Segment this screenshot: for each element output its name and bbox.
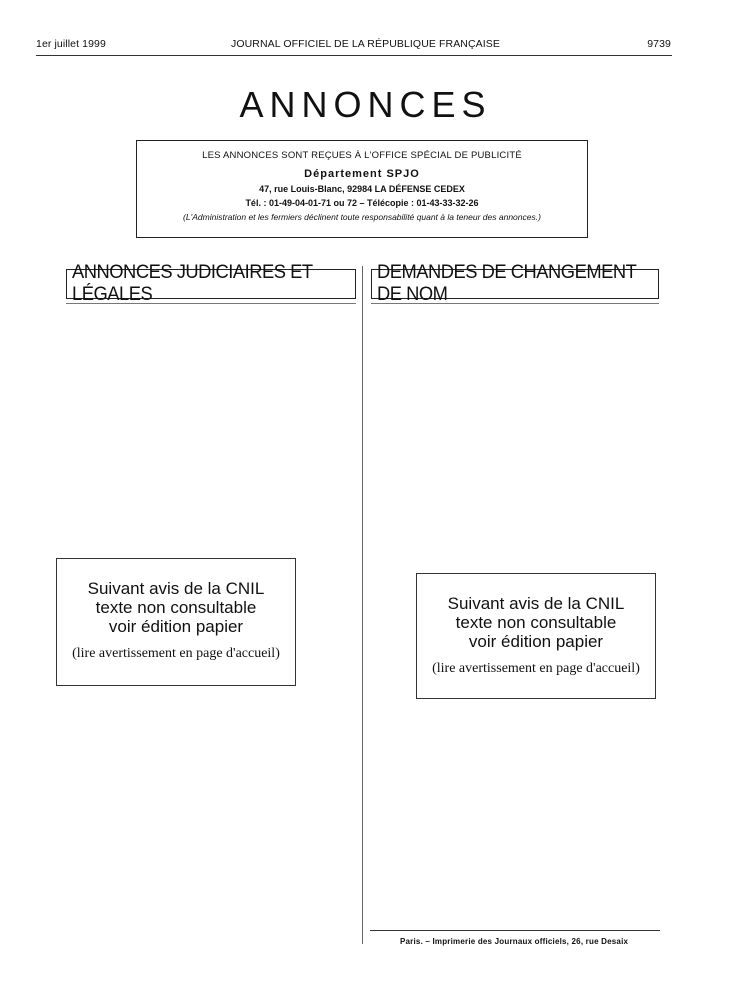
notice-line: voir édition papier: [108, 617, 244, 636]
page-title: ANNONCES: [239, 84, 492, 125]
announcement-info-box: [136, 140, 588, 238]
info-line-phone: Tél. : 01-49-04-01-71 ou 72 – Télécopie : 01-43-33-32-26: [245, 197, 479, 208]
section-heading-name-change: [371, 262, 659, 305]
header-date: 1er juillet 1999: [36, 38, 106, 50]
notice-line: texte non consultable: [95, 598, 257, 617]
section-heading-judicial-legal: [66, 262, 356, 305]
notice-line: Suivant avis de la CNIL: [447, 594, 625, 613]
notice-note: (lire avertissement en page d'accueil): [72, 646, 280, 661]
notice-note: (lire avertissement en page d'accueil): [432, 661, 640, 676]
info-line-disclaimer: (L'Administration et les fermiers déclinent toute responsabilité quant à la teneur des annonces.): [183, 211, 541, 222]
header-rule: [36, 55, 672, 56]
info-line-reception: LES ANNONCES SONT REÇUES À L'OFFICE SPÉCIAL DE PUBLICITÉ: [202, 150, 522, 161]
info-line-address: 47, rue Louis-Blanc, 92984 LA DÉFENSE CEDEX: [259, 183, 465, 194]
section-heading-label: DEMANDES DE CHANGEMENT DE NOM: [377, 262, 637, 305]
header-page-number: 9739: [647, 38, 671, 50]
column-divider: [362, 266, 363, 944]
cnil-notice-left: [56, 558, 296, 686]
cnil-notice-right: [416, 573, 656, 699]
header-journal-title: JOURNAL OFFICIEL DE LA RÉPUBLIQUE FRANÇAISE: [231, 38, 500, 50]
right-column-rule: [371, 303, 659, 304]
info-line-department: Département SPJO: [304, 167, 420, 180]
notice-line: texte non consultable: [455, 613, 617, 632]
notice-line: voir édition papier: [468, 632, 604, 651]
section-heading-label: ANNONCES JUDICIAIRES ET LÉGALES: [72, 262, 313, 305]
left-column-rule: [66, 303, 356, 304]
notice-line: Suivant avis de la CNIL: [87, 579, 265, 598]
footer-imprint: Paris. – Imprimerie des Journaux officiels, 26, rue Desaix: [400, 937, 629, 946]
footer-rule: [370, 930, 660, 931]
